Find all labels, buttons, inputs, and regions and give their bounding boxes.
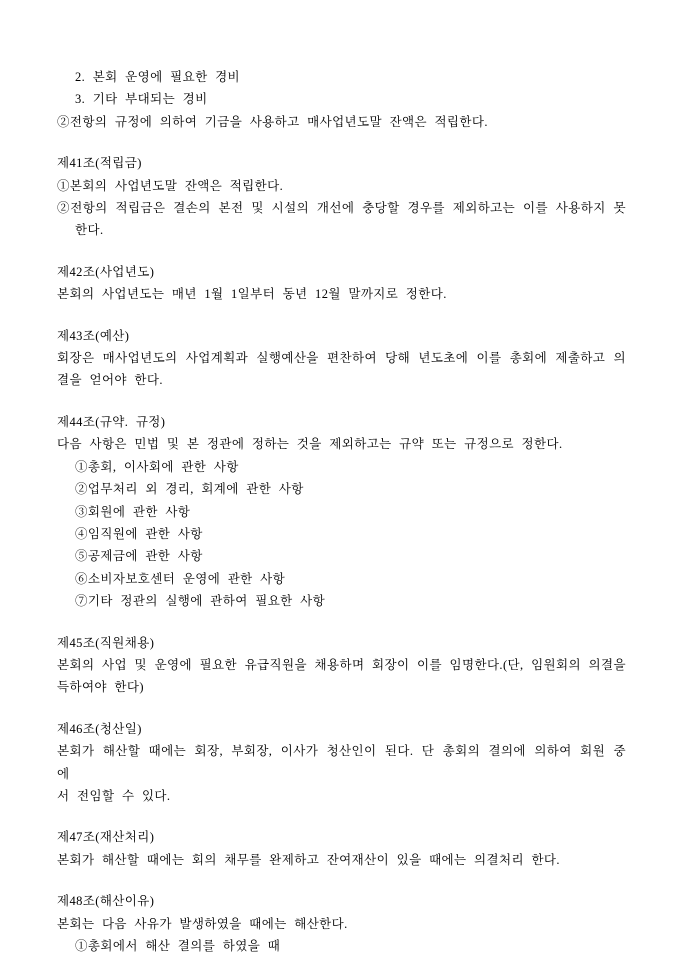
article-section bbox=[57, 325, 626, 392]
article-section bbox=[57, 718, 626, 808]
article-section bbox=[57, 411, 626, 613]
article-section bbox=[57, 890, 626, 957]
document-line-plain: 득하여야 한다) bbox=[57, 680, 144, 695]
document-line-plain: 서 전임할 수 있다. bbox=[57, 788, 171, 803]
document-line-plain: ②전항의 규정에 의하여 기금을 사용하고 매사업년도말 잔액은 적립한다. bbox=[57, 114, 488, 129]
article-heading: 제46조(청산일) bbox=[57, 721, 142, 736]
document-line-list: ②업무처리 외 경리, 회계에 관한 사항 bbox=[75, 482, 304, 497]
article-heading: 제45조(직원채용) bbox=[57, 635, 155, 650]
document-line-hang: 한다. bbox=[75, 223, 104, 238]
document-line-list: ⑥소비자보호센터 운영에 관한 사항 bbox=[75, 571, 286, 586]
article-heading: 제42조(사업년도) bbox=[57, 264, 155, 279]
article-heading: 제41조(적립금) bbox=[57, 156, 142, 171]
document-line-full: ②전항의 적립금은 결손의 본전 및 시설의 개선에 충당할 경우를 제외하고는 이를 사용하지 못 bbox=[57, 201, 626, 216]
document-line-list: ⑦기타 정관의 실행에 관하여 필요한 사항 bbox=[75, 594, 326, 609]
document-line-list: ④임직원에 관한 사항 bbox=[75, 526, 203, 541]
article-section bbox=[57, 826, 626, 871]
article-heading: 제47조(재산처리) bbox=[57, 830, 155, 845]
document-content bbox=[57, 66, 626, 957]
document-line-plain: 본회가 해산할 때에는 회의 채무를 완제하고 잔여재산이 있을 때에는 의결처리 한다. bbox=[57, 852, 560, 867]
article-section bbox=[57, 152, 626, 242]
document-line-full: 본회가 해산할 때에는 회장, 부회장, 이사가 청산인이 된다. 단 총회의 결의에 의하여 회원 중에 bbox=[57, 744, 626, 781]
article-heading: 제43조(예산) bbox=[57, 328, 130, 343]
document-line-list: ⑤공제금에 관한 사항 bbox=[75, 549, 203, 564]
article-heading: 제44조(규약. 규정) bbox=[57, 414, 166, 429]
document-line-numbered: 2. 본회 운영에 필요한 경비 bbox=[75, 70, 241, 84]
document-line-numbered: 3. 기타 부대되는 경비 bbox=[75, 92, 208, 107]
article-heading: 제48조(해산이유) bbox=[57, 894, 155, 909]
document-line-plain: 본회의 사업년도는 매년 1월 1일부터 동년 12월 말까지로 정한다. bbox=[57, 287, 447, 302]
document-line-list: ①총회, 이사회에 관한 사항 bbox=[75, 459, 239, 474]
article-section bbox=[57, 261, 626, 306]
document-line-plain: 결을 얻어야 한다. bbox=[57, 373, 163, 388]
document-line-plain: 본회는 다음 사유가 발생하였을 때에는 해산한다. bbox=[57, 916, 348, 931]
document-line-plain: 다음 사항은 민법 및 본 정관에 정하는 것을 제외하고는 규약 또는 규정으로 정한다. bbox=[57, 437, 563, 452]
document-line-list: ③회원에 관한 사항 bbox=[75, 504, 191, 519]
document-line-full: 본회의 사업 및 운영에 필요한 유급직원을 채용하며 회장이 이를 임명한다.(단, 임원회의 의결을 bbox=[57, 657, 626, 672]
document-line-list: ①총회에서 해산 결의를 하였을 때 bbox=[75, 939, 281, 953]
document-line-full: 회장은 매사업년도의 사업계획과 실행예산을 편찬하여 당해 년도초에 이를 총회에 제출하고 의 bbox=[57, 351, 626, 366]
document-line-plain: ①본회의 사업년도말 잔액은 적립한다. bbox=[57, 178, 284, 193]
article-section bbox=[57, 632, 626, 699]
